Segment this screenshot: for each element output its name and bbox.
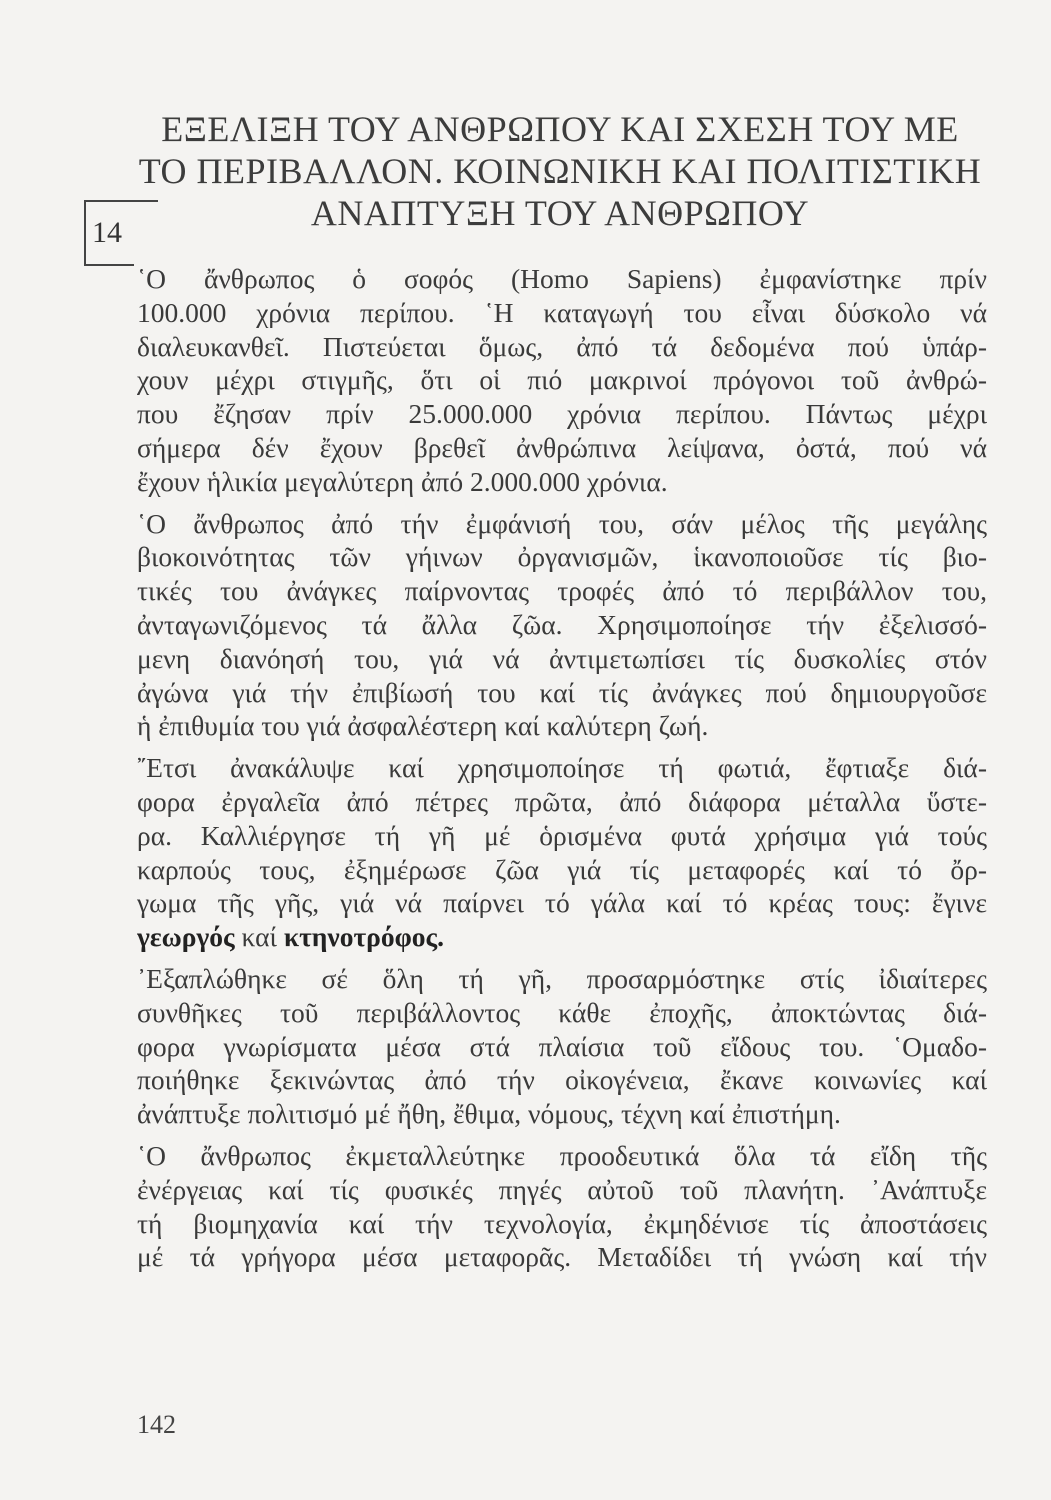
chapter-title-line-2: ΤΟ ΠΕΡΙΒΑΛΛΟΝ. ΚΟΙΝΩΝΙΚΗ ΚΑΙ ΠΟΛΙΤΙΣΤΙΚΗ: [138, 151, 982, 191]
text-line: 100.000 χρόνια περίπου. ῾Η καταγωγή του εἶναι δύσκολο νά: [137, 296, 987, 328]
text-line: ᾿Εξαπλώθηκε σέ ὅλη τή γῆ, προσαρμόστηκε στίς ἰδιαίτερες: [137, 962, 987, 994]
body-text: [137, 262, 987, 1282]
paragraph-4: [137, 962, 987, 1131]
text-line-emphasis: [137, 920, 987, 954]
text-line: μενη διανόησή του, γιά νά ἀντιμετωπίσει τίς δυσκολίες στόν: [137, 642, 987, 674]
text-line: συνθῆκες τοῦ περιβάλλοντος κάθε ἐποχῆς, ἀποκτώντας διά-: [137, 996, 987, 1028]
text-line: φορα γνωρίσματα μέσα στά πλαίσια τοῦ εἴδους του. ῾Ομαδο-: [137, 1030, 987, 1062]
text-line: ῎Ετσι ἀνακάλυψε καί χρησιμοποίησε τή φωτιά, ἔφτιαξε διά-: [137, 752, 987, 784]
text-line: φορα ἐργαλεῖα ἀπό πέτρες πρῶτα, ἀπό διάφορα μέταλλα ὕστε-: [137, 785, 987, 817]
text-line: που ἔζησαν πρίν 25.000.000 χρόνια περίπου. Πάντως μέχρι: [137, 398, 987, 430]
text-line: χουν μέχρι στιγμῆς, ὅτι οἱ πιό μακρινοί πρόγονοι τοῦ ἀνθρώ-: [137, 364, 987, 396]
text-line: ῾Ο ἄνθρωπος ἀπό τήν ἐμφάνισή του, σάν μέλος τῆς μεγάλης: [137, 507, 987, 539]
text-line: ἡ ἐπιθυμία του γιά ἀσφαλέστερη καί καλύτερη ζωή.: [137, 710, 709, 742]
emphasized-term-herder: κτηνοτρόφος.: [283, 921, 444, 953]
text-line: ἀγώνα γιά τήν ἐπιβίωσή του καί τίς ἀνάγκες πού δημιουργοῦσε: [137, 676, 987, 708]
paragraph-1: [137, 262, 987, 499]
chapter-title: [135, 108, 985, 234]
paragraph-5: [137, 1139, 987, 1274]
emphasized-term-farmer: γεωργός: [137, 921, 235, 953]
chapter-title-line-3: ΑΝΑΠΤΥΞΗ ΤΟΥ ΑΝΘΡΩΠΟΥ: [310, 193, 810, 233]
paragraph-2: [137, 507, 987, 744]
page-number: 142: [137, 1410, 176, 1439]
text-line: τή βιομηχανία καί τήν τεχνολογία, ἐκμηδένισε τίς ἀποστάσεις: [137, 1207, 987, 1239]
paragraph-3: [137, 751, 987, 954]
conjunction-text: καί: [234, 921, 284, 953]
text-line: ῾Ο ἄνθρωπος ἐκμεταλλεύτηκε προοδευτικά ὅλα τά εἴδη τῆς: [137, 1139, 987, 1171]
text-line: ποιήθηκε ξεκινώντας ἀπό τήν οἰκογένεια, ἔκανε κοινωνίες καί: [137, 1064, 987, 1096]
text-line: βιοκοινότητας τῶν γήινων ὀργανισμῶν, ἱκανοποιοῦσε τίς βιο-: [137, 541, 987, 573]
text-line: μέ τά γρήγορα μέσα μεταφορᾶς. Μεταδίδει τή γνώση καί τήν: [137, 1241, 987, 1273]
text-line: ἐνέργειας καί τίς φυσικές πηγές αὐτοῦ τοῦ πλανήτη. ᾿Ανάπτυξε: [137, 1173, 987, 1205]
text-line: γωμα τῆς γῆς, γιά νά παίρνει τό γάλα καί τό κρέας τους: ἔγινε: [137, 887, 987, 919]
text-line: σήμερα δέν ἔχουν βρεθεῖ ἀνθρώπινα λείψανα, ὀστά, πού νά: [137, 431, 987, 463]
chapter-title-line-1: ΕΞΕΛΙΞΗ ΤΟΥ ΑΝΘΡΩΠΟΥ ΚΑΙ ΣΧΕΣΗ ΤΟΥ ΜΕ: [161, 109, 959, 149]
text-line: τικές του ἀνάγκες παίρνοντας τροφές ἀπό τό περιβάλλον του,: [137, 575, 987, 607]
text-line: ἀνταγωνιζόμενος τά ἄλλα ζῶα. Χρησιμοποίησε τήν ἐξελισσό-: [137, 608, 987, 640]
text-line: ῾Ο ἄνθρωπος ὁ σοφός (Homo Sapiens) ἐμφανίστηκε πρίν: [137, 263, 987, 294]
text-line: καρπούς τους, ἐξημέρωσε ζῶα γιά τίς μεταφορές καί τό ὄρ-: [137, 853, 987, 885]
text-line: ἔχουν ἡλικία μεγαλύτερη ἀπό 2.000.000 χρόνια.: [137, 465, 668, 497]
text-line: ἀνάπτυξε πολιτισμό μέ ἤθη, ἔθιμα, νόμους, τέχνη καί ἐπιστήμη.: [137, 1098, 841, 1130]
text-line: διαλευκανθεῖ. Πιστεύεται ὅμως, ἀπό τά δεδομένα πού ὑπάρ-: [137, 330, 987, 362]
chapter-number: 14: [92, 216, 122, 249]
text-line: ρα. Καλλιέργησε τή γῆ μέ ὁρισμένα φυτά χρήσιμα γιά τούς: [137, 819, 987, 851]
